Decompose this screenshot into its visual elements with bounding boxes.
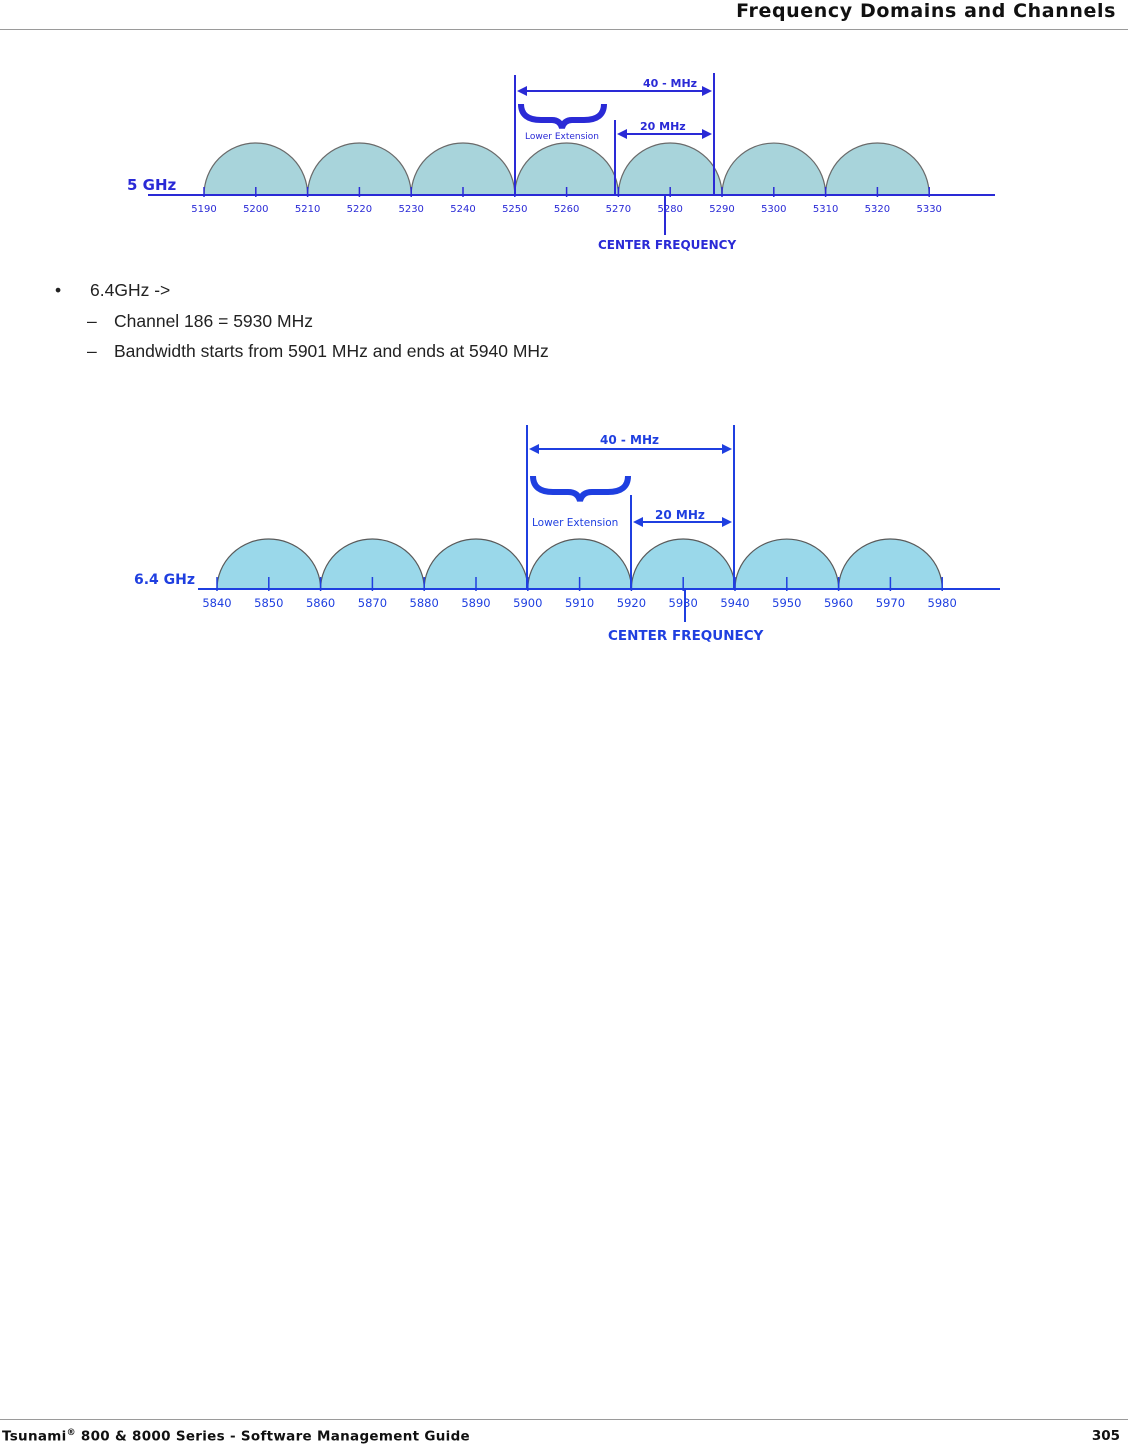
- page-header-title: Frequency Domains and Channels: [736, 0, 1116, 22]
- lower-extension-brace: [533, 476, 628, 501]
- tick-label: 5310: [812, 204, 839, 215]
- footer-guide-title: Tsunami® 800 & 8000 Series - Software Management Guide: [2, 1428, 471, 1445]
- arrowhead-left: [617, 129, 627, 139]
- tick-label: 5880: [409, 596, 439, 610]
- tick-label: 5300: [761, 204, 787, 215]
- tick-label: 5940: [720, 596, 750, 610]
- tick-label: 5210: [294, 204, 321, 215]
- tick-label: 5860: [305, 596, 336, 610]
- tick-label: 5280: [657, 204, 683, 215]
- tick-label: 5250: [502, 204, 528, 215]
- arrowhead-left: [633, 517, 643, 527]
- arrowhead-right: [722, 444, 732, 454]
- tick-label: 5270: [605, 204, 632, 215]
- tick-label: 5910: [564, 596, 595, 610]
- tick-label: 5980: [927, 596, 957, 610]
- tick-label: 5330: [916, 204, 942, 215]
- sub-bullet-text: Bandwidth starts from 5901 MHz and ends at 5940 MHz: [114, 341, 549, 361]
- tick-label: 5930: [668, 596, 698, 610]
- tick-label: 5290: [709, 204, 735, 215]
- tick-label: 5870: [357, 596, 388, 610]
- center-frequency-label: CENTER FREQUENCY: [598, 238, 737, 252]
- dash-icon: –: [87, 341, 97, 361]
- lower-extension-brace: [521, 104, 604, 128]
- tick-label: 5890: [461, 596, 491, 610]
- tick-label: 5190: [191, 204, 217, 215]
- band-label: 6.4 GHz: [134, 572, 196, 588]
- tick-label: 5850: [254, 596, 284, 610]
- sub-bullet-text: Channel 186 = 5930 MHz: [114, 311, 313, 331]
- page-number: 305: [1091, 1428, 1120, 1444]
- footer-divider: [0, 1419, 1128, 1420]
- span-40-label: 40 - MHz: [643, 77, 698, 90]
- tick-label: 5920: [616, 596, 647, 610]
- dash-icon: –: [87, 311, 97, 331]
- tick-label: 5970: [875, 596, 906, 610]
- tick-label: 5230: [398, 204, 424, 215]
- tick-label: 5900: [513, 596, 543, 610]
- tick-label: 5220: [346, 204, 373, 215]
- tick-label: 5840: [202, 596, 232, 610]
- arrowhead-right: [722, 517, 732, 527]
- lower-extension-label: Lower Extension: [525, 132, 600, 142]
- arrowhead-right: [702, 129, 712, 139]
- arrowhead-left: [529, 444, 539, 454]
- arrowhead-right: [702, 86, 712, 96]
- arrowhead-left: [517, 86, 527, 96]
- bullet-dot-icon: •: [55, 280, 62, 300]
- tick-label: 5320: [864, 204, 891, 215]
- lower-extension-label: Lower Extension: [532, 517, 619, 529]
- tick-label: 5200: [243, 204, 269, 215]
- span-20-label: 20 MHz: [640, 120, 686, 133]
- tick-label: 5960: [823, 596, 854, 610]
- header-divider: [0, 29, 1128, 30]
- tick-label: 5240: [450, 204, 476, 215]
- span-20-label: 20 MHz: [655, 508, 705, 522]
- tick-label: 5260: [553, 204, 580, 215]
- span-40-label: 40 - MHz: [600, 433, 660, 447]
- diagram-5ghz: [0, 60, 1128, 270]
- diagram-6-4ghz: [0, 415, 1128, 655]
- center-frequency-label: CENTER FREQUNECY: [608, 628, 764, 644]
- bullet-text: 6.4GHz ->: [90, 280, 171, 300]
- tick-label: 5950: [772, 596, 802, 610]
- band-label: 5 GHz: [127, 176, 177, 194]
